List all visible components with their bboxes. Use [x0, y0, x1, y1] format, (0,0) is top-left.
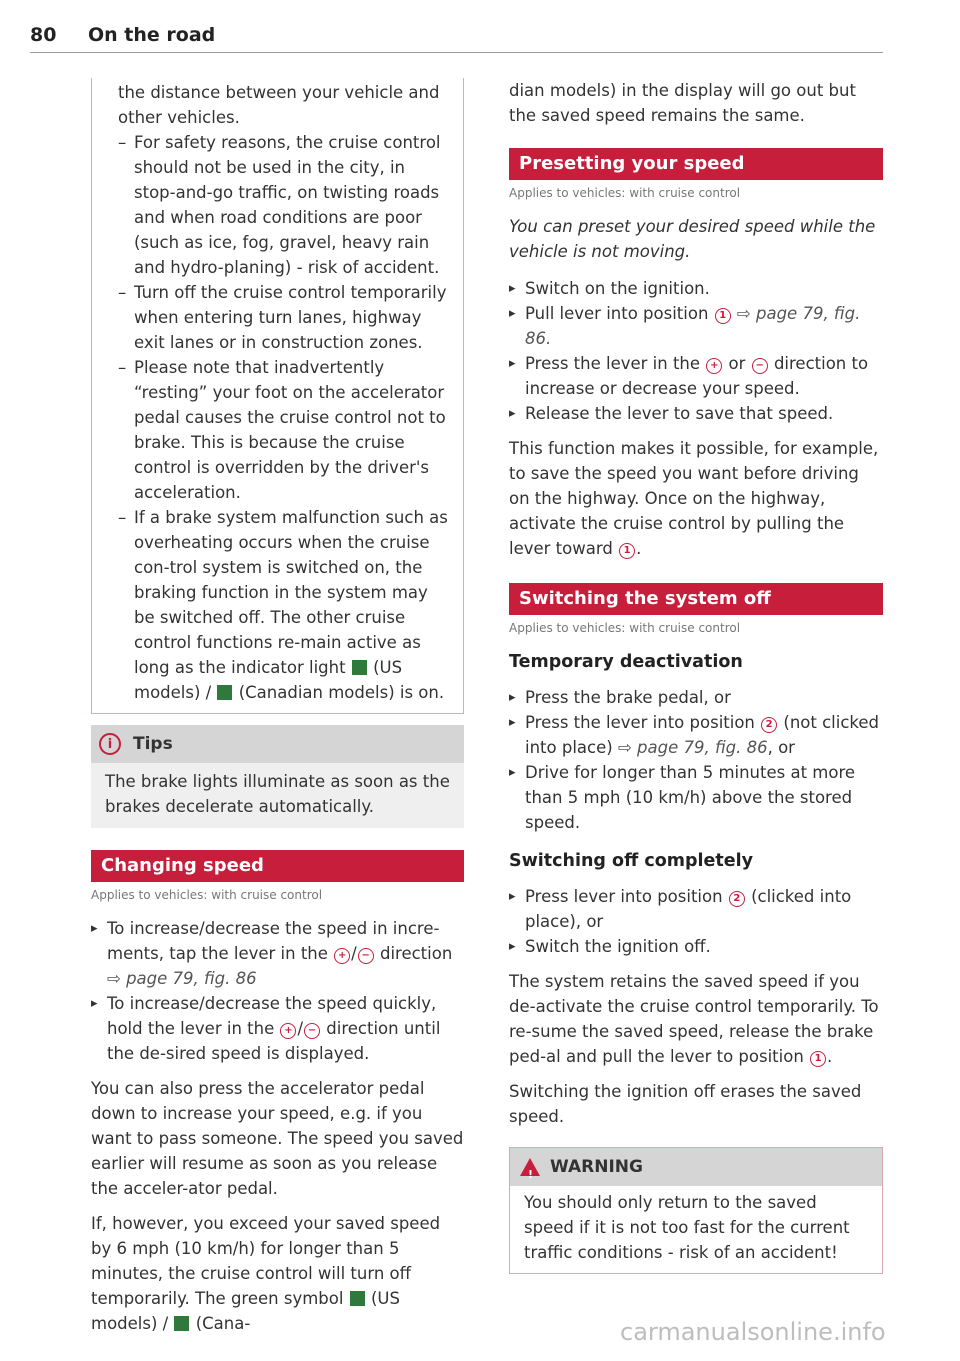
applies-to: Applies to vehicles: with cruise control	[91, 888, 323, 902]
step-item	[509, 301, 883, 351]
warning-item: – Please note that inadvertently “resting” your foot on the accelerator pedal causes the cruise control not to brake. This is because the cruise control is overridden by the driver's acceleration.	[118, 355, 449, 505]
continuation-text: dian models) in the display will go out but the saved speed remains the same.	[509, 81, 856, 125]
bullet-item	[91, 991, 464, 1066]
info-icon: i	[99, 733, 121, 755]
bullet-item	[91, 916, 464, 991]
step-item	[509, 884, 883, 934]
step-text: or	[728, 354, 746, 373]
subheading-completely: Switching off completely	[509, 851, 754, 871]
plus-symbol-icon: +	[706, 358, 722, 374]
step-item: ▸ Switch on the ignition.	[509, 276, 883, 301]
step-text: Press the lever in the	[525, 354, 701, 373]
warning-title: WARNING	[550, 1156, 643, 1177]
page-reference: ⇨ page 79, fig. 86	[617, 738, 768, 757]
tips-title: Tips	[133, 733, 173, 754]
step-text: (clicked into place), or	[525, 887, 852, 931]
paragraph-text: (Cana-	[195, 1314, 251, 1333]
heading-changing-speed: Changing speed	[91, 850, 464, 882]
cruise-indicator-icon	[350, 1291, 365, 1306]
step-item: ▸ Drive for longer than 5 minutes at more than 5 mph (10 km/h) above the stored speed.	[509, 760, 883, 835]
heading-switching-off: Switching the system off	[509, 583, 883, 615]
left-column	[91, 78, 464, 1336]
step-item	[509, 710, 883, 760]
paragraph-text: (US models) /	[91, 1289, 400, 1333]
position-1-icon: 1	[715, 308, 731, 324]
step-item: ▸ Switch the ignition off.	[509, 934, 883, 959]
step-item	[509, 351, 883, 401]
heading-presetting-speed: Presetting your speed	[509, 148, 883, 180]
step-text: direction to increase or decrease your speed.	[525, 354, 869, 398]
bullet-text: direction until the de-sired speed is displayed.	[107, 1019, 441, 1063]
warning-item: – For safety reasons, the cruise control should not be used in the city, in stop-and-go traffic, on twisting roads and when road conditions are poor (such as ice, fog, gravel, heavy rain and hydro-planing) - risk of accident.	[118, 130, 449, 280]
step-item: ▸ Press the brake pedal, or	[509, 685, 883, 710]
paragraph: You can also press the accelerator pedal down to increase your speed, e.g. if you want to pass someone. The speed you saved earlier will resume as soon as you release the acceler-ator pedal.	[91, 1079, 464, 1198]
warning-header	[510, 1148, 882, 1186]
cruise-indicator-icon	[352, 660, 367, 675]
cruise-indicator-icon	[217, 685, 232, 700]
step-text: Press the lever into position	[525, 713, 755, 732]
page-reference: ⇨ page 79, fig. 86.	[525, 304, 861, 348]
cruise-indicator-icon	[174, 1316, 189, 1331]
step-text: (not clicked into place)	[525, 713, 879, 757]
tips-header	[91, 725, 464, 763]
warning-item: – Turn off the cruise control temporarily when entering turn lanes, highway exit lanes or in construction zones.	[118, 280, 449, 355]
paragraph-text: This function makes it possible, for example, to save the speed you want before driving on the highway. Once on the highway, activate the cruise control by pulling the lever toward	[509, 439, 879, 558]
paragraph	[509, 969, 883, 1069]
minus-symbol-icon: −	[752, 358, 768, 374]
applies-to: Applies to vehicles: with cruise control	[509, 621, 741, 635]
watermark: carmanualsonline.info	[620, 1318, 886, 1346]
step-text: Pull lever into position	[525, 304, 709, 323]
warning-continuation	[91, 78, 464, 714]
step-text: Press lever into position	[525, 887, 723, 906]
warning-mark: !	[528, 1168, 534, 1181]
bullet-text: To increase/decrease the speed quickly, hold the lever in the	[107, 994, 437, 1038]
tips-text: The brake lights illuminate as soon as the brakes decelerate automatically.	[105, 772, 450, 816]
applies-to: Applies to vehicles: with cruise control	[509, 186, 741, 200]
position-1-icon: 1	[810, 1051, 826, 1067]
paragraph-text: If, however, you exceed your saved speed by 6 mph (10 km/h) for longer than 5 minutes, the cruise control will turn off temporarily. The green symbol	[91, 1214, 441, 1308]
bullet-text: To increase/decrease the speed in incre-ments, tap the lever in the	[107, 919, 440, 963]
minus-symbol-icon: −	[304, 1023, 320, 1039]
position-1-icon: 1	[619, 543, 635, 559]
warning-lead: the distance between your vehicle and other vehicles.	[118, 83, 440, 127]
paragraph: Switching the ignition off erases the saved speed.	[509, 1082, 862, 1126]
paragraph-text: .	[636, 539, 642, 558]
warning-item-text: (Canadian models) is on.	[238, 683, 445, 702]
intro-text: You can preset your desired speed while the vehicle is not moving.	[509, 217, 876, 261]
page-number: 80	[30, 24, 57, 46]
bullet-text: direction	[379, 944, 453, 963]
paragraph-text: The system retains the saved speed if you de-activate the cruise control temporarily. To re-sume the saved speed, release the brake ped-al and pull the lever to position	[509, 972, 879, 1066]
paragraph	[509, 436, 883, 561]
warning-item-text: If a brake system malfunction such as overheating occurs when the cruise con-trol system is switched on, the braking function in the system may be switched off. The other cruise control functions re-main active as long as the indicator light	[134, 508, 448, 677]
position-2-icon: 2	[761, 717, 777, 733]
tips-box	[91, 725, 464, 828]
step-item: ▸ Release the lever to save that speed.	[509, 401, 883, 426]
step-text: , or	[767, 738, 795, 757]
page-reference: ⇨ page 79, fig. 86	[107, 969, 257, 988]
warning-text: You should only return to the saved speed if it is not too fast for the current traffic conditions - risk of an accident!	[524, 1193, 850, 1262]
page-header	[30, 24, 883, 53]
plus-symbol-icon: +	[280, 1023, 296, 1039]
paragraph-text: .	[827, 1047, 833, 1066]
right-column	[509, 78, 883, 1274]
plus-symbol-icon: +	[334, 948, 350, 964]
position-2-icon: 2	[729, 891, 745, 907]
warning-item-text: (US models) /	[134, 658, 403, 702]
warning-triangle-icon	[520, 1158, 540, 1181]
warning-item	[118, 505, 449, 705]
subheading-temporary: Temporary deactivation	[509, 652, 743, 672]
warning-box	[509, 1147, 883, 1274]
separator: /	[297, 1019, 304, 1038]
separator: /	[351, 944, 357, 963]
paragraph	[91, 1211, 464, 1336]
section-title: On the road	[88, 24, 216, 46]
minus-symbol-icon: −	[358, 948, 374, 964]
